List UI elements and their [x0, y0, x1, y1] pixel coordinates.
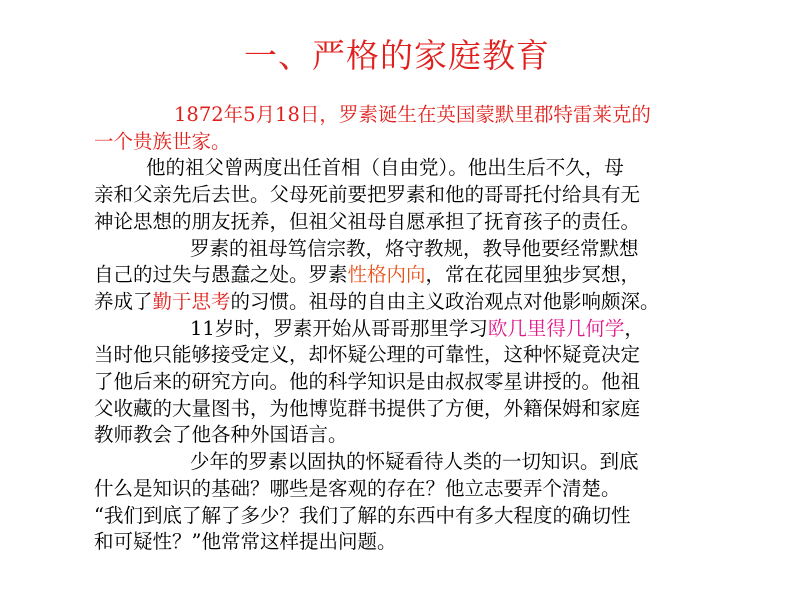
- paragraph-4-line-3: 了他后来的研究方向。他的科学知识是由叔叔零星讲授的。他祖: [94, 370, 641, 394]
- paragraph-3-line-2-text-b: ，常在花园里独步冥想，: [425, 263, 641, 287]
- paragraph-3-line-1: 罗素的祖母笃信宗教，烙守教规，教导他要经常默想: [190, 236, 639, 260]
- highlight-introverted: 性格内向: [347, 263, 426, 287]
- paragraph-3-line-3-text-a: 养成了: [94, 289, 153, 313]
- slide-title: 一、严格的家庭教育: [244, 36, 550, 75]
- paragraph-4-line-1: [94, 316, 734, 343]
- paragraph-5-line-2: 什么是知识的基础？哪些是客观的存在？他立志要弄个清楚。: [94, 476, 621, 500]
- paragraph-4-line-5: 教师教会了他各种外国语言。: [94, 423, 348, 447]
- paragraph-2-line-1: 他的祖父曾两度出任首相（自由党）。他出生后不久，母: [146, 156, 624, 180]
- paragraph-5-line-4: 和可疑性？”他常常这样提出问题。: [94, 530, 397, 554]
- paragraph-2-line-2: 亲和父亲先后去世。父母死前要把罗素和他的哥哥托付给具有无: [94, 183, 641, 207]
- paragraph-1-line-2: 一个贵族世家。: [94, 129, 231, 153]
- body-text: [94, 102, 734, 556]
- paragraph-1-line-1: 1872年5月18日，罗素诞生在英国蒙默里郡特雷莱克的: [174, 103, 651, 126]
- paragraph-4-line-2: 当时他只能够接受定义，却怀疑公理的可靠性，这种怀疑竟决定: [94, 343, 641, 367]
- highlight-euclidean-geometry: 欧几里得几何学: [487, 316, 625, 340]
- paragraph-3-line-3: [94, 289, 734, 316]
- paragraph-5-line-1: 少年的罗素以固执的怀疑看待人类的一切知识。到底: [190, 450, 639, 474]
- paragraph-5-line-3: “我们到底了解了多少？我们了解的东西中有多大程度的确切性: [94, 503, 631, 527]
- paragraph-4-line-4: 父收藏的大量图书，为他博览群书提供了方便，外籍保姆和家庭: [94, 396, 641, 420]
- paragraph-3-line-3-text-b: 的习惯。祖母的自由主义政治观点对他影响颇深。: [230, 289, 660, 313]
- paragraph-4-line-1-text-b: ，: [624, 316, 644, 340]
- paragraph-3-line-2: [94, 262, 734, 289]
- paragraph-3-line-2-text-a: 自己的过失与愚蠢之处。罗素: [94, 263, 348, 287]
- highlight-diligent-thinking: 勤于思考: [152, 289, 231, 313]
- paragraph-4-line-1-text-a: 11岁时，罗素开始从哥哥那里学习: [190, 316, 488, 340]
- paragraph-2-line-3: 神论思想的朋友抚养，但祖父祖母自愿承担了抚育孩子的责任。: [94, 209, 641, 233]
